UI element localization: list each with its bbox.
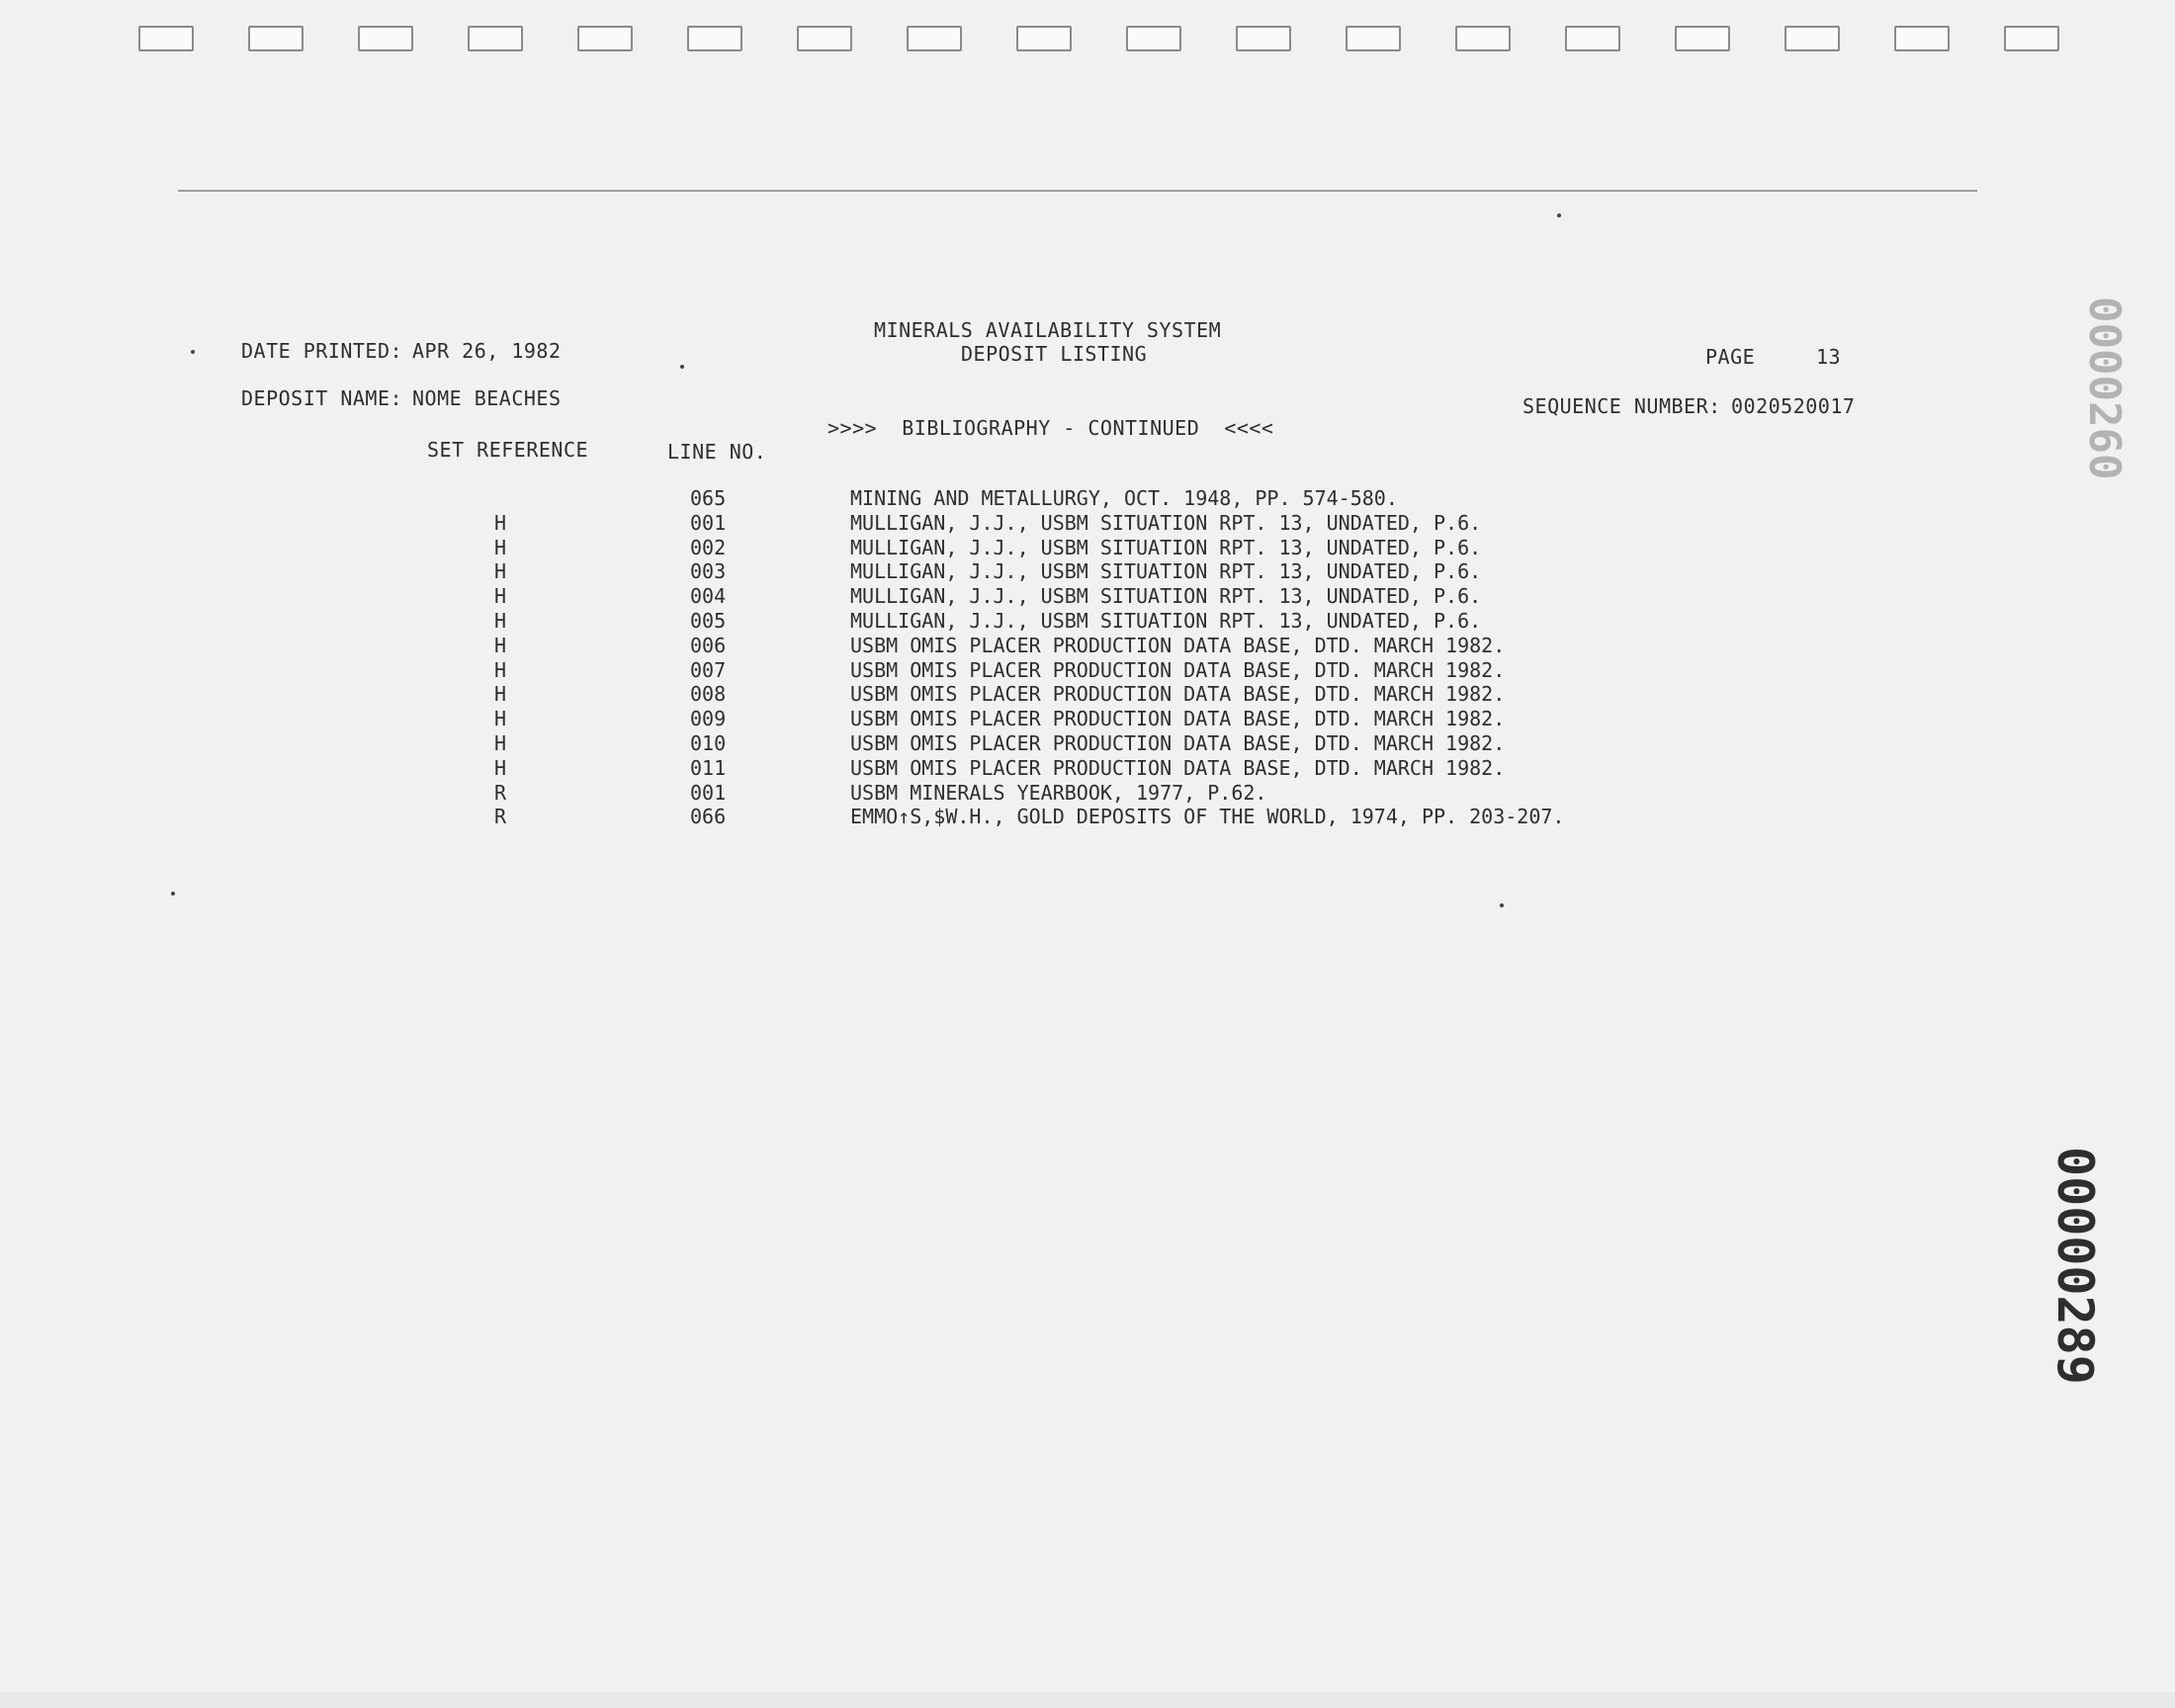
feed-hole bbox=[138, 26, 194, 51]
set-reference-cell: H bbox=[494, 657, 507, 682]
feed-hole bbox=[248, 26, 304, 51]
line-number-cell: 001 bbox=[690, 510, 727, 535]
sequence-number-value: 0020520017 bbox=[1731, 394, 1856, 418]
reference-cell: MINING AND METALLURGY, OCT. 1948, PP. 574-580. bbox=[850, 486, 1398, 510]
line-number-cell: 008 bbox=[690, 682, 727, 707]
set-reference-cell: H bbox=[494, 510, 507, 535]
line-number-cell: 006 bbox=[690, 633, 727, 657]
feed-hole bbox=[1016, 26, 1072, 51]
page-label: PAGE bbox=[1705, 345, 1756, 369]
set-reference-cell: H bbox=[494, 559, 507, 584]
date-printed-label: DATE PRINTED: bbox=[241, 339, 403, 363]
feed-hole bbox=[358, 26, 413, 51]
line-number-cell: 011 bbox=[690, 755, 727, 780]
deposit-name-label: DEPOSIT NAME: bbox=[241, 386, 403, 410]
feed-hole bbox=[1346, 26, 1401, 51]
feed-hole bbox=[1565, 26, 1620, 51]
line-number-cell: 005 bbox=[690, 608, 727, 633]
feed-hole bbox=[1675, 26, 1730, 51]
deposit-name-value: NOME BEACHES bbox=[412, 386, 562, 410]
line-number-cell: 001 bbox=[690, 780, 727, 805]
reference-cell: USBM OMIS PLACER PRODUCTION DATA BASE, DTD. MARCH 1982. bbox=[850, 707, 1506, 731]
feed-hole bbox=[577, 26, 633, 51]
scan-speck bbox=[191, 350, 195, 354]
reference-cell: MULLIGAN, J.J., USBM SITUATION RPT. 13, UNDATED, P.6. bbox=[850, 510, 1482, 535]
line-number-cell: 065 bbox=[690, 486, 727, 510]
set-reference-cell: H bbox=[494, 633, 507, 657]
reference-cell: USBM OMIS PLACER PRODUCTION DATA BASE, DTD. MARCH 1982. bbox=[850, 730, 1506, 755]
set-reference-cell: R bbox=[494, 780, 507, 805]
line-number-cell: 009 bbox=[690, 707, 727, 731]
set-reference-cell: R bbox=[494, 805, 507, 829]
scan-speck bbox=[1557, 214, 1561, 217]
column-header-set-reference: SET REFERENCE bbox=[427, 438, 589, 462]
set-reference-cell: H bbox=[494, 535, 507, 559]
page-number: 13 bbox=[1816, 345, 1842, 369]
feed-hole bbox=[907, 26, 962, 51]
line-number-cell: 066 bbox=[690, 805, 727, 829]
feed-hole bbox=[1455, 26, 1511, 51]
set-reference-cell: H bbox=[494, 730, 507, 755]
system-title: MINERALS AVAILABILITY SYSTEM bbox=[874, 318, 1222, 342]
set-reference-cell: H bbox=[494, 584, 507, 609]
feed-hole bbox=[1784, 26, 1840, 51]
feed-hole bbox=[2004, 26, 2059, 51]
reference-cell: USBM MINERALS YEARBOOK, 1977, P.62. bbox=[850, 780, 1267, 805]
reference-cell: MULLIGAN, J.J., USBM SITUATION RPT. 13, UNDATED, P.6. bbox=[850, 559, 1482, 584]
feed-hole bbox=[1126, 26, 1181, 51]
sequence-number-label: SEQUENCE NUMBER: bbox=[1522, 394, 1721, 418]
line-number-cell: 003 bbox=[690, 559, 727, 584]
reference-cell: MULLIGAN, J.J., USBM SITUATION RPT. 13, UNDATED, P.6. bbox=[850, 584, 1482, 609]
section-title: >>>> BIBLIOGRAPHY - CONTINUED <<<< bbox=[827, 416, 1274, 440]
reference-cell: MULLIGAN, J.J., USBM SITUATION RPT. 13, UNDATED, P.6. bbox=[850, 608, 1482, 633]
set-reference-cell: H bbox=[494, 682, 507, 707]
feed-hole bbox=[1894, 26, 1950, 51]
feed-hole bbox=[1236, 26, 1291, 51]
reference-cell: USBM OMIS PLACER PRODUCTION DATA BASE, DTD. MARCH 1982. bbox=[850, 633, 1506, 657]
reference-cell: EMMO↑S,$W.H., GOLD DEPOSITS OF THE WORLD, 1974, PP. 203-207. bbox=[850, 805, 1565, 829]
line-number-cell: 002 bbox=[690, 535, 727, 559]
reference-cell: MULLIGAN, J.J., USBM SITUATION RPT. 13, UNDATED, P.6. bbox=[850, 535, 1482, 559]
date-printed-value: APR 26, 1982 bbox=[412, 339, 562, 363]
set-reference-cell: H bbox=[494, 707, 507, 731]
set-reference-cell: H bbox=[494, 608, 507, 633]
frame-stamp-bottom: 00000289 bbox=[2046, 1147, 2104, 1385]
report-title: DEPOSIT LISTING bbox=[961, 342, 1148, 366]
frame-stamp-top: 0000260 bbox=[2079, 297, 2130, 480]
scan-speck bbox=[171, 892, 175, 896]
line-number-cell: 007 bbox=[690, 657, 727, 682]
line-number-cell: 004 bbox=[690, 584, 727, 609]
reference-cell: USBM OMIS PLACER PRODUCTION DATA BASE, DTD. MARCH 1982. bbox=[850, 682, 1506, 707]
scan-speck bbox=[1500, 903, 1504, 907]
reference-cell: USBM OMIS PLACER PRODUCTION DATA BASE, DTD. MARCH 1982. bbox=[850, 755, 1506, 780]
feed-hole bbox=[468, 26, 523, 51]
feed-hole bbox=[797, 26, 852, 51]
set-reference-cell: H bbox=[494, 755, 507, 780]
feed-hole bbox=[687, 26, 742, 51]
perforation-line bbox=[178, 190, 1977, 192]
scan-speck bbox=[680, 365, 684, 369]
reference-cell: USBM OMIS PLACER PRODUCTION DATA BASE, DTD. MARCH 1982. bbox=[850, 657, 1506, 682]
line-number-cell: 010 bbox=[690, 730, 727, 755]
column-header-line-no: LINE NO. bbox=[667, 440, 767, 464]
